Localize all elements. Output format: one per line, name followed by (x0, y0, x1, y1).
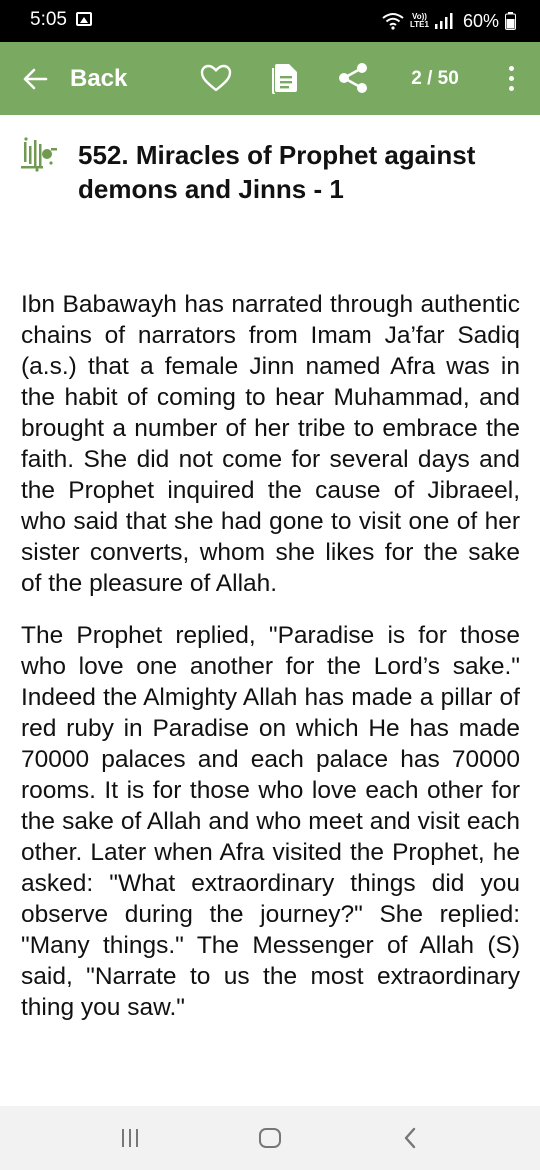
article-paragraph: The Prophet replied, "Paradise is for those who love one another for the Lord’s sake." Indeed the Almighty Allah has made a pillar of red ruby in Paradise on which He has made 70000 palaces and each palace has 70000 rooms. It is for those who love each other for the sake of Allah and who meet and visit each other. Later when Afra visited the Prophet, he asked: "What extraordinary things did you observe during the journey?" She replied: "Many things." The Messenger of Allah (S) said, "Narrate to us the most extraordinary thing you saw." (21, 622, 520, 1021)
favorite-button[interactable] (198, 60, 234, 96)
system-nav-bar (0, 1106, 540, 1170)
back-button[interactable] (22, 42, 127, 115)
status-bar (0, 0, 540, 42)
status-indicators (382, 8, 516, 34)
article-body (21, 289, 520, 1044)
article-heading (20, 138, 520, 206)
heart-icon (200, 64, 232, 92)
app-toolbar (0, 42, 540, 115)
signal-icon (435, 13, 453, 29)
back-icon[interactable] (390, 1122, 430, 1154)
page-counter: 2 / 50 (411, 67, 459, 89)
battery-percent: 60% (462, 10, 499, 31)
back-label: Back (70, 64, 128, 92)
status-time: 5:05 (30, 9, 67, 30)
home-icon[interactable] (250, 1122, 290, 1154)
recents-icon[interactable] (110, 1122, 150, 1154)
arrow-left-icon (22, 68, 48, 90)
more-vert-icon[interactable] (498, 60, 524, 96)
article-paragraph: Ibn Babawayh has narrated through authentic chains of narrators from Imam Ja’far Sadiq (a.s.) that a female Jinn named Afra was in the habit of coming to hear Muhammad, and brought a number of her tribe to embrace the faith. She did not come for several days and the Prophet inquired the cause of Jibraeel, who said that she had gone to visit one of her sister converts, whom she likes for the sake of the pleasure of Allah. (21, 291, 520, 597)
copy-text-button[interactable] (267, 60, 303, 96)
battery-icon (505, 12, 516, 30)
lte-indicator: Vo)) LTE1 (410, 12, 429, 29)
share-button[interactable] (335, 60, 371, 96)
article-title: 552. Miracles of Prophet against demons and Jinns - 1 (78, 140, 476, 204)
share-icon (337, 62, 369, 94)
image-notification-icon (76, 12, 92, 26)
wifi-icon (382, 12, 404, 30)
calligraphy-logo-icon (20, 136, 58, 174)
document-icon (271, 62, 299, 94)
